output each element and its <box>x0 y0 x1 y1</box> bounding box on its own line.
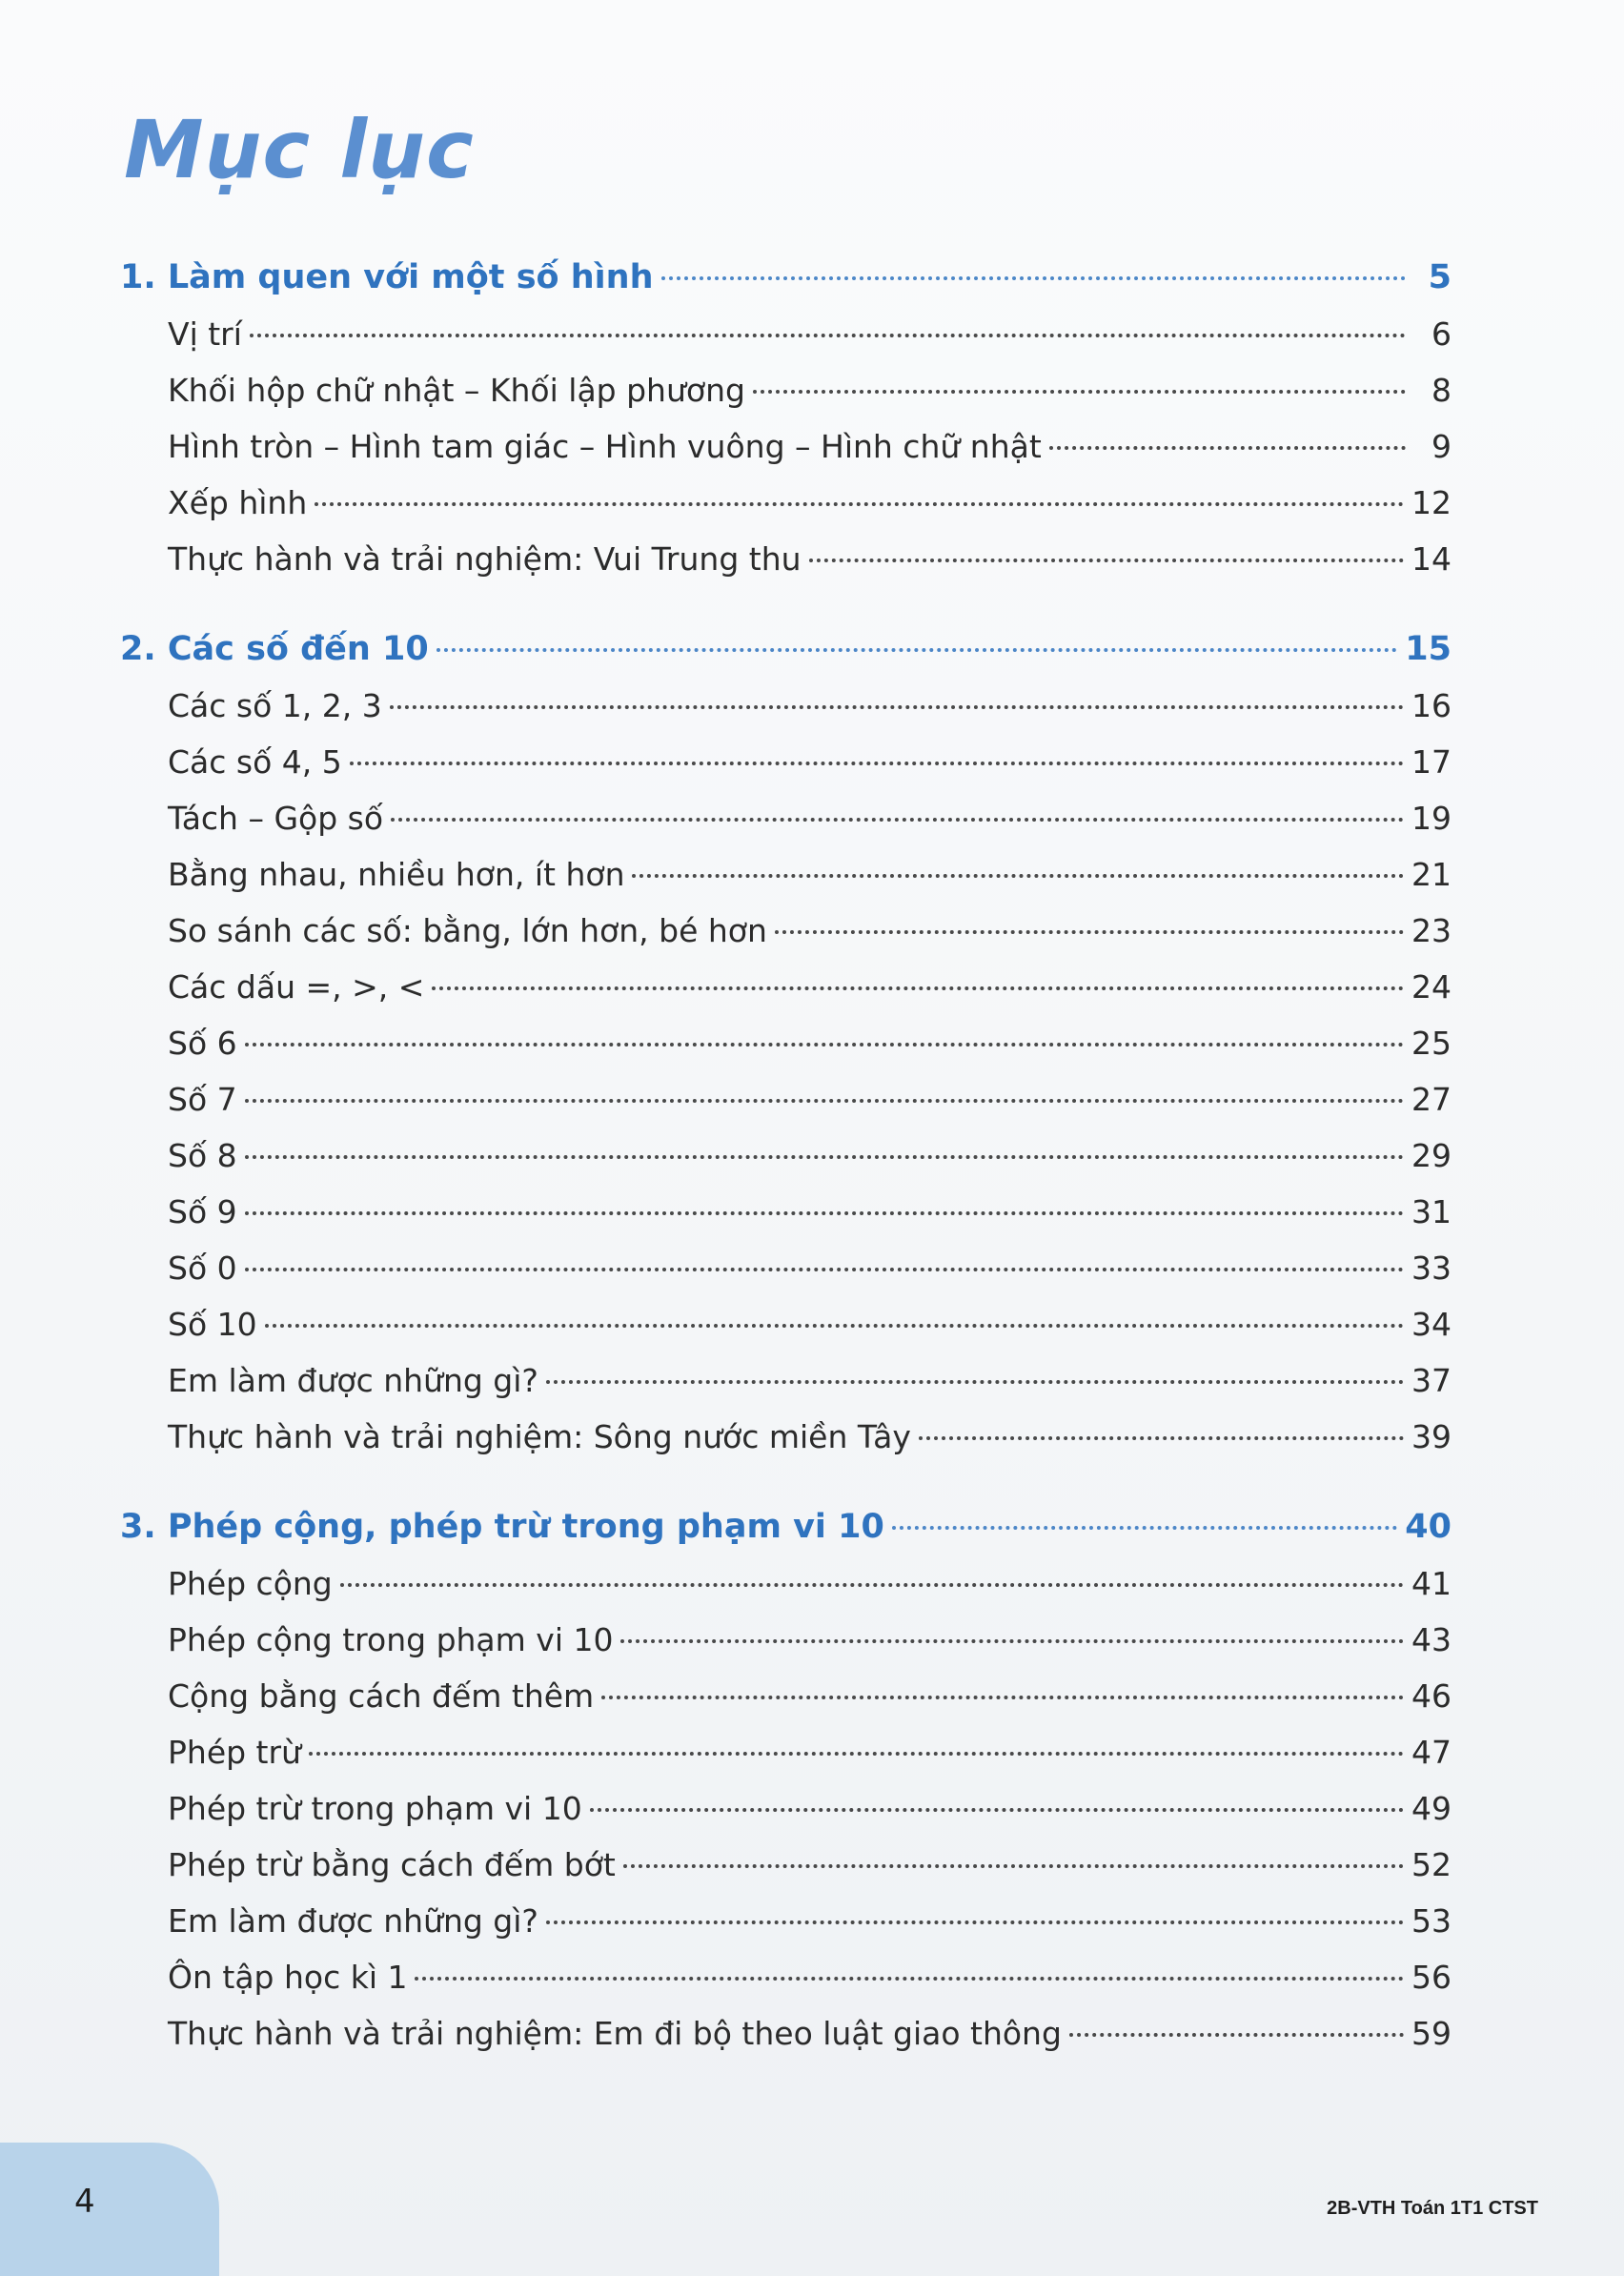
dot-leader <box>809 559 1404 562</box>
page-corner-tab <box>0 2143 219 2276</box>
toc-entry-title: Số 8 <box>168 1137 237 1174</box>
toc-entry-page: 12 <box>1411 484 1451 521</box>
toc-entry-row[interactable] <box>120 362 1451 418</box>
toc-entry-title: Các số 4, 5 <box>168 743 342 781</box>
toc-entry-title: Phép trừ <box>168 1734 301 1771</box>
toc-entry-row[interactable] <box>120 531 1451 587</box>
dot-leader <box>623 1864 1404 1868</box>
toc-entry-page: 23 <box>1411 912 1451 949</box>
toc-entry-title: Số 7 <box>168 1081 237 1118</box>
dot-leader <box>350 762 1404 765</box>
toc-chapter-row[interactable] <box>120 621 1451 678</box>
toc-entry-title: Các dấu =, >, < <box>168 968 425 1006</box>
toc-entry-page: 21 <box>1411 856 1451 893</box>
toc-entry-title: Số 0 <box>168 1250 237 1287</box>
toc-entry-row[interactable] <box>120 1949 1451 2005</box>
dot-leader <box>546 1380 1404 1384</box>
toc-entry-page: 9 <box>1431 428 1451 465</box>
dot-leader <box>919 1436 1404 1440</box>
toc-section <box>120 621 1451 1465</box>
dot-leader <box>250 334 1406 337</box>
toc-entry-page: 56 <box>1411 1959 1451 1996</box>
toc-entry-row[interactable] <box>120 1240 1451 1296</box>
page-number: 4 <box>74 2183 95 2221</box>
toc-entry-title: Em làm được những gì? <box>168 1902 538 1940</box>
dot-leader <box>309 1752 1404 1756</box>
toc-entry-title: Vị trí <box>168 315 242 353</box>
toc-entry-title: So sánh các số: bằng, lớn hơn, bé hơn <box>168 912 767 949</box>
toc-entry-page: 37 <box>1411 1362 1451 1399</box>
dot-leader <box>391 818 1404 822</box>
dot-leader <box>632 874 1404 878</box>
toc-entry-row[interactable] <box>120 1837 1451 1893</box>
toc-entry-page: 59 <box>1411 2015 1451 2052</box>
toc-chapter-page: 40 <box>1405 1508 1451 1546</box>
toc-entry-row[interactable] <box>120 475 1451 531</box>
toc-entry-row[interactable] <box>120 1352 1451 1409</box>
toc-entry-row[interactable] <box>120 1555 1451 1612</box>
toc-entry-row[interactable] <box>120 678 1451 734</box>
toc-entry-title: Bằng nhau, nhiều hơn, ít hơn <box>168 856 625 893</box>
toc-section <box>120 1499 1451 2062</box>
toc-entry-page: 34 <box>1411 1306 1451 1343</box>
toc-entry-page: 39 <box>1411 1418 1451 1455</box>
toc-entry-row[interactable] <box>120 846 1451 903</box>
toc-entry-row[interactable] <box>120 790 1451 846</box>
dot-leader <box>1069 2033 1404 2037</box>
toc-entry-title: Thực hành và trải nghiệm: Sông nước miền Tây <box>168 1418 911 1455</box>
toc-entry-row[interactable] <box>120 1071 1451 1128</box>
toc-entry-page: 6 <box>1431 315 1451 353</box>
toc-entry-page: 43 <box>1411 1621 1451 1658</box>
toc-entry-title: Thực hành và trải nghiệm: Vui Trung thu <box>168 540 802 578</box>
book-code: 2B-VTH Toán 1T1 CTST <box>1327 2198 1538 2219</box>
toc-chapter-row[interactable] <box>120 250 1451 306</box>
dot-leader <box>390 705 1404 709</box>
dot-leader <box>245 1043 1404 1047</box>
dot-leader <box>265 1324 1404 1328</box>
toc-entry-page: 49 <box>1411 1790 1451 1827</box>
dot-leader <box>245 1211 1404 1215</box>
toc-entry-title: Thực hành và trải nghiệm: Em đi bộ theo luật giao thông <box>168 2015 1062 2052</box>
dot-leader <box>620 1639 1404 1643</box>
toc-entry-row[interactable] <box>120 1184 1451 1240</box>
toc-entry-title: Phép trừ bằng cách đếm bớt <box>168 1846 616 1883</box>
dot-leader <box>753 390 1406 394</box>
dot-leader <box>245 1155 1404 1159</box>
toc-entry-row[interactable] <box>120 1296 1451 1352</box>
dot-leader <box>245 1099 1404 1103</box>
toc-entry-row[interactable] <box>120 1015 1451 1071</box>
dot-leader <box>892 1526 1397 1530</box>
dot-leader <box>1049 446 1406 450</box>
toc-entry-row[interactable] <box>120 1128 1451 1184</box>
toc-entry-row[interactable] <box>120 1612 1451 1668</box>
table-of-contents <box>120 250 1451 2096</box>
toc-entry-page: 29 <box>1411 1137 1451 1174</box>
toc-entry-page: 53 <box>1411 1902 1451 1940</box>
toc-entry-page: 14 <box>1411 540 1451 578</box>
toc-chapter-page: 5 <box>1428 258 1451 296</box>
toc-entry-title: Em làm được những gì? <box>168 1362 538 1399</box>
toc-entry-page: 16 <box>1411 687 1451 724</box>
dot-leader <box>432 986 1404 990</box>
toc-entry-title: Xếp hình <box>168 484 308 521</box>
dot-leader <box>436 648 1398 652</box>
toc-entry-page: 31 <box>1411 1193 1451 1230</box>
toc-entry-page: 27 <box>1411 1081 1451 1118</box>
toc-chapter-row[interactable] <box>120 1499 1451 1555</box>
toc-entry-page: 46 <box>1411 1677 1451 1715</box>
toc-entry-title: Tách – Gộp số <box>168 800 384 837</box>
toc-entry-title: Số 6 <box>168 1025 237 1062</box>
toc-entry-page: 41 <box>1411 1565 1451 1602</box>
toc-entry-title: Phép cộng <box>168 1565 333 1602</box>
toc-entry-title: Khối hộp chữ nhật – Khối lập phương <box>168 372 745 409</box>
dot-leader <box>415 1977 1404 1981</box>
toc-entry-row[interactable] <box>120 306 1451 362</box>
toc-entry-page: 8 <box>1431 372 1451 409</box>
toc-entry-row[interactable] <box>120 1668 1451 1724</box>
toc-entry-row[interactable] <box>120 734 1451 790</box>
dot-leader <box>340 1583 1404 1587</box>
toc-chapter-title: 2. Các số đến 10 <box>120 630 429 668</box>
toc-entry-page: 24 <box>1411 968 1451 1006</box>
dot-leader <box>315 502 1404 506</box>
toc-entry-title: Hình tròn – Hình tam giác – Hình vuông – Hình chữ nhật <box>168 428 1042 465</box>
toc-entry-page: 19 <box>1411 800 1451 837</box>
toc-entry-title: Phép cộng trong phạm vi 10 <box>168 1621 614 1658</box>
dot-leader <box>775 930 1404 934</box>
toc-entry-row[interactable] <box>120 1409 1451 1465</box>
dot-leader <box>590 1808 1404 1812</box>
toc-entry-row[interactable] <box>120 1724 1451 1780</box>
toc-entry-row[interactable] <box>120 418 1451 475</box>
toc-chapter-page: 15 <box>1405 630 1451 668</box>
toc-entry-row[interactable] <box>120 903 1451 959</box>
toc-entry-page: 17 <box>1411 743 1451 781</box>
toc-entry-title: Cộng bằng cách đếm thêm <box>168 1677 595 1715</box>
toc-entry-page: 33 <box>1411 1250 1451 1287</box>
toc-entry-title: Số 10 <box>168 1306 257 1343</box>
dot-leader <box>546 1920 1404 1924</box>
toc-entry-row[interactable] <box>120 1780 1451 1837</box>
toc-entry-title: Ôn tập học kì 1 <box>168 1959 408 1996</box>
dot-leader <box>661 276 1406 280</box>
toc-entry-row[interactable] <box>120 959 1451 1015</box>
dot-leader <box>245 1268 1404 1271</box>
toc-chapter-title: 3. Phép cộng, phép trừ trong phạm vi 10 <box>120 1508 884 1546</box>
toc-entry-title: Phép trừ trong phạm vi 10 <box>168 1790 582 1827</box>
toc-entry-row[interactable] <box>120 2005 1451 2062</box>
toc-entry-title: Các số 1, 2, 3 <box>168 687 382 724</box>
toc-chapter-title: 1. Làm quen với một số hình <box>120 258 654 296</box>
toc-entry-title: Số 9 <box>168 1193 237 1230</box>
page-title: Mục lục <box>124 103 475 196</box>
toc-entry-page: 52 <box>1411 1846 1451 1883</box>
toc-entry-page: 47 <box>1411 1734 1451 1771</box>
dot-leader <box>601 1696 1404 1699</box>
toc-entry-row[interactable] <box>120 1893 1451 1949</box>
toc-entry-page: 25 <box>1411 1025 1451 1062</box>
toc-section <box>120 250 1451 587</box>
